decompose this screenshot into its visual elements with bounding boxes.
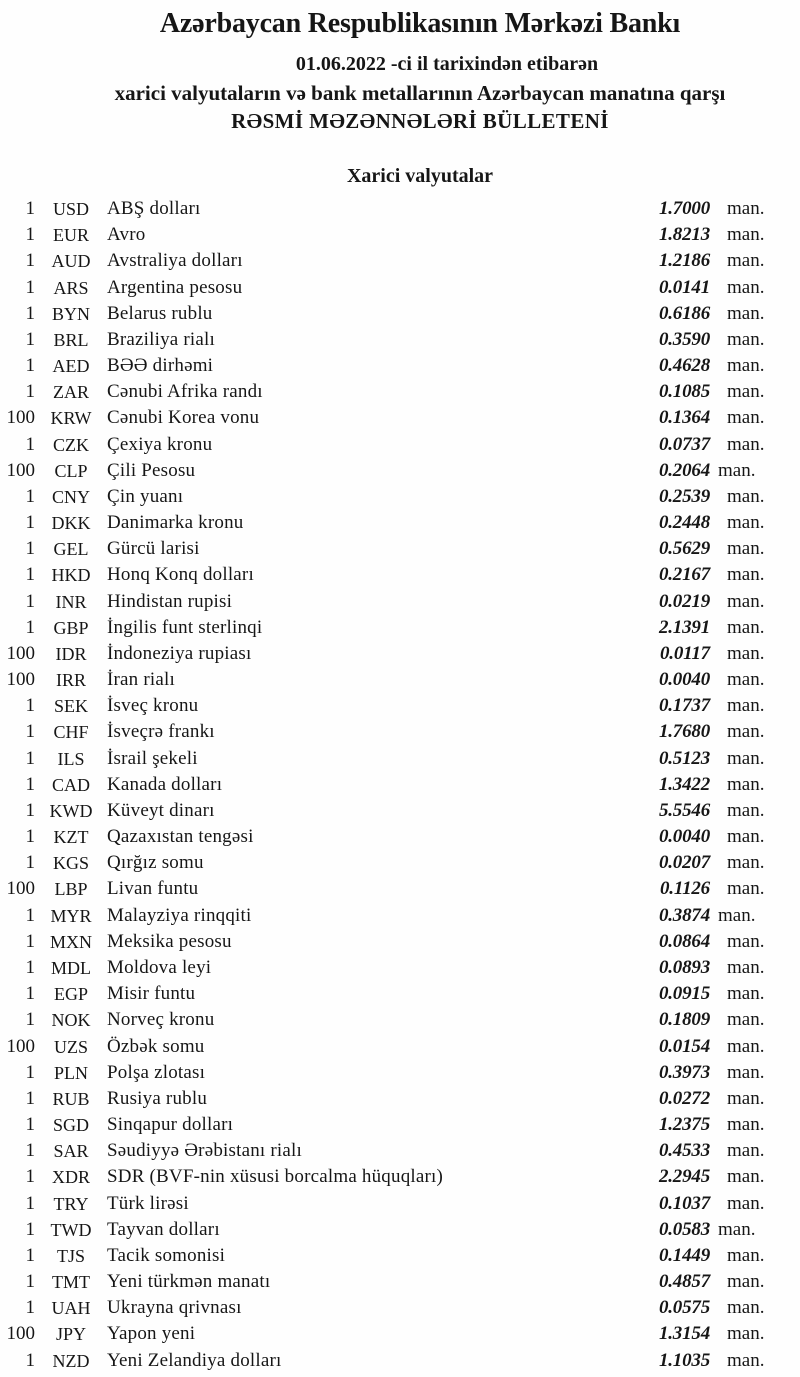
- exchange-rate: 2.1391: [658, 616, 710, 638]
- exchange-rate: 0.1037: [658, 1192, 710, 1214]
- quantity: 1: [25, 485, 35, 507]
- currency-row: [0, 405, 800, 431]
- quantity: 1: [25, 381, 35, 403]
- unit-label: man.: [727, 355, 765, 377]
- unit-label: man.: [727, 1271, 765, 1293]
- currency-name: Kanada dolları: [107, 773, 223, 795]
- exchange-rate: 0.4533: [658, 1140, 710, 1162]
- exchange-rate: 0.0040: [658, 826, 710, 848]
- currency-code: GEL: [53, 539, 89, 560]
- exchange-rate: 0.0575: [658, 1297, 710, 1319]
- currency-name: İndoneziya rupiası: [107, 642, 252, 664]
- quantity: 1: [25, 250, 35, 272]
- quantity: 1: [25, 1192, 35, 1214]
- currency-code: KWD: [49, 800, 93, 821]
- currency-row: [0, 248, 800, 274]
- exchange-rate: 0.0864: [658, 930, 710, 952]
- quantity: 1: [25, 1271, 35, 1293]
- currency-name: BƏƏ dirhəmi: [107, 355, 214, 377]
- unit-label: man.: [727, 224, 765, 246]
- unit-label: man.: [727, 930, 765, 952]
- unit-label: man.: [727, 747, 765, 769]
- quantity: 100: [6, 642, 35, 664]
- currency-name: Qırğız somu: [107, 852, 204, 874]
- currency-name: Türk lirəsi: [107, 1192, 189, 1214]
- currency-row: [0, 589, 800, 615]
- quantity: 1: [25, 852, 35, 874]
- currency-code: KGS: [52, 853, 89, 874]
- unit-label: man.: [727, 1114, 765, 1136]
- section-title-foreign-currencies: Xarici valyutalar: [346, 165, 494, 187]
- exchange-rate: 0.0207: [658, 852, 710, 874]
- currency-row: [0, 275, 800, 301]
- currency-row: [0, 1348, 800, 1374]
- currency-code: CLP: [54, 460, 88, 481]
- currency-name: İngilis funt sterlinqi: [107, 616, 263, 638]
- unit-label: man.: [727, 1140, 765, 1162]
- exchange-rate: 0.0154: [658, 1035, 710, 1057]
- exchange-rate: 5.5546: [658, 799, 710, 821]
- currency-name: Səudiyyə Ərəbistanı rialı: [107, 1140, 302, 1162]
- currency-name: Çexiya kronu: [107, 433, 213, 455]
- quantity: 1: [25, 747, 35, 769]
- effective-date-line: 01.06.2022 -ci il tarixindən etibarən: [295, 53, 599, 75]
- currency-row: [0, 1191, 800, 1217]
- bulletin-title: RƏSMİ MƏZƏNNƏLƏRİ BÜLLETENİ: [231, 109, 609, 133]
- quantity: 1: [25, 799, 35, 821]
- currency-code: SAR: [53, 1141, 89, 1162]
- currency-name: Honq Konq dolları: [107, 564, 254, 586]
- quantity: 1: [25, 826, 35, 848]
- currency-code: PLN: [53, 1062, 88, 1083]
- quantity: 100: [6, 1323, 35, 1345]
- quantity: 1: [25, 1087, 35, 1109]
- currency-code: USD: [52, 199, 89, 219]
- currency-row: [0, 562, 800, 588]
- unit-label: man.: [727, 250, 765, 272]
- currency-row: [0, 981, 800, 1007]
- unit-label: man.: [727, 669, 765, 691]
- exchange-rate: 0.0915: [658, 983, 710, 1005]
- currency-code: ILS: [57, 748, 85, 769]
- unit-label: man.: [727, 1009, 765, 1031]
- exchange-rate: 1.8213: [658, 224, 710, 246]
- unit-label: man.: [727, 1061, 765, 1083]
- quantity: 1: [25, 1218, 35, 1240]
- exchange-rate: 0.2448: [658, 512, 710, 534]
- exchange-rate: 0.2167: [658, 564, 710, 586]
- currency-name: Argentina pesosu: [107, 276, 243, 298]
- currency-row: [0, 536, 800, 562]
- unit-label: man.: [727, 721, 765, 743]
- unit-label: man.: [727, 983, 765, 1005]
- currency-row: [0, 196, 800, 222]
- currency-code: HKD: [51, 565, 91, 586]
- currency-row: [0, 772, 800, 798]
- unit-label: man.: [727, 564, 765, 586]
- currency-name: Sinqapur dolları: [107, 1114, 234, 1136]
- currency-name: Moldova leyi: [107, 956, 212, 978]
- currency-row: [0, 1138, 800, 1164]
- currency-code: CNY: [51, 486, 90, 507]
- currency-row: [0, 798, 800, 824]
- unit-label: man.: [727, 590, 765, 612]
- quantity: 100: [6, 669, 35, 691]
- currency-row: [0, 222, 800, 248]
- currency-code: XDR: [51, 1167, 90, 1188]
- quantity: 1: [25, 1349, 35, 1371]
- unit-label: man.: [727, 302, 765, 324]
- currency-name: Ukrayna qrivnası: [107, 1297, 242, 1319]
- currency-code: SEK: [53, 696, 88, 717]
- quantity: 1: [25, 1297, 35, 1319]
- exchange-rate: 0.1126: [659, 878, 710, 900]
- unit-label: man.: [727, 852, 765, 874]
- unit-label: man.: [727, 1035, 765, 1057]
- exchange-rate: 0.5629: [658, 538, 710, 560]
- unit-label: man.: [727, 799, 765, 821]
- exchange-rate: 1.2375: [658, 1114, 710, 1136]
- unit-label: man.: [718, 1218, 756, 1240]
- currency-code: GBP: [53, 617, 89, 638]
- exchange-rate: 0.0893: [658, 956, 710, 978]
- currency-name: Çili Pesosu: [107, 459, 196, 481]
- currency-table: [0, 196, 800, 1374]
- currency-code: CAD: [51, 774, 90, 795]
- currency-name: Özbək somu: [107, 1035, 205, 1057]
- currency-name: Tayvan dolları: [107, 1218, 220, 1240]
- currency-name: Hindistan rupisi: [107, 590, 233, 612]
- currency-row: [0, 1243, 800, 1269]
- currency-row: [0, 824, 800, 850]
- exchange-rate: 1.7000: [658, 198, 710, 219]
- currency-name: Cənubi Afrika randı: [107, 381, 263, 403]
- currency-row: [0, 1295, 800, 1321]
- currency-code: UZS: [53, 1036, 88, 1057]
- currency-code: AED: [52, 356, 90, 377]
- currency-row: [0, 719, 800, 745]
- currency-code: NZD: [52, 1350, 90, 1371]
- exchange-rate: 0.1737: [658, 695, 710, 717]
- currency-code: JPY: [55, 1324, 86, 1345]
- quantity: 1: [25, 538, 35, 560]
- exchange-rate: 0.4628: [658, 355, 710, 377]
- exchange-rate: 0.0737: [658, 433, 710, 455]
- quantity: 100: [6, 407, 35, 429]
- quantity: 1: [25, 302, 35, 324]
- unit-label: man.: [727, 956, 765, 978]
- currency-row: [0, 615, 800, 641]
- currency-row: [0, 903, 800, 929]
- currency-row: [0, 327, 800, 353]
- quantity: 1: [25, 276, 35, 298]
- unit-label: man.: [727, 512, 765, 534]
- unit-label: man.: [727, 616, 765, 638]
- currency-row: [0, 1321, 800, 1347]
- exchange-rate: 0.3874: [658, 904, 710, 926]
- exchange-rate: 0.6186: [658, 302, 710, 324]
- bank-title: Azərbaycan Respublikasının Mərkəzi Bankı: [159, 8, 681, 39]
- quantity: 1: [25, 433, 35, 455]
- currency-row: [0, 458, 800, 484]
- currency-name: Çin yuanı: [107, 485, 184, 507]
- currency-row: [0, 876, 800, 902]
- quantity: 1: [25, 590, 35, 612]
- exchange-rate: 0.0219: [658, 590, 710, 612]
- currency-row: [0, 746, 800, 772]
- exchange-rate: 0.0141: [658, 276, 710, 298]
- currency-code: TRY: [53, 1193, 89, 1214]
- currency-name: Livan funtu: [107, 878, 199, 900]
- currency-code: MYR: [50, 905, 92, 926]
- unit-label: man.: [727, 538, 765, 560]
- currency-row: [0, 353, 800, 379]
- exchange-rate: 0.0040: [658, 669, 710, 691]
- exchange-rate: 1.7680: [658, 721, 710, 743]
- currency-code: BRL: [53, 329, 89, 350]
- quantity: 1: [25, 930, 35, 952]
- currency-code: EUR: [53, 225, 89, 246]
- currency-code: NOK: [51, 1010, 91, 1031]
- unit-label: man.: [727, 1087, 765, 1109]
- currency-code: ZAR: [53, 382, 89, 403]
- quantity: 1: [25, 956, 35, 978]
- currency-name: Qazaxıstan tengəsi: [107, 826, 254, 848]
- currency-row: [0, 510, 800, 536]
- currency-name: Polşa zlotası: [107, 1061, 206, 1083]
- currency-name: Rusiya rublu: [107, 1087, 208, 1109]
- currency-row: [0, 850, 800, 876]
- exchange-rate: 1.2186: [658, 250, 710, 272]
- currency-row: [0, 484, 800, 510]
- currency-code: MDL: [51, 957, 91, 978]
- currency-code: CZK: [53, 434, 89, 455]
- quantity: 1: [25, 355, 35, 377]
- currency-code: UAH: [51, 1298, 91, 1319]
- quantity: 1: [25, 512, 35, 534]
- quantity: 1: [25, 224, 35, 246]
- currency-row: [0, 432, 800, 458]
- unit-label: man.: [727, 328, 765, 350]
- quantity: 100: [6, 459, 35, 481]
- currency-code: LBP: [54, 879, 88, 900]
- quantity: 1: [25, 773, 35, 795]
- currency-name: Yeni Zelandiya dolları: [107, 1349, 282, 1371]
- currency-code: AUD: [51, 251, 91, 272]
- unit-label: man.: [727, 1192, 765, 1214]
- currency-name: SDR (BVF-nin xüsusi borcalma hüquqları): [107, 1166, 444, 1188]
- currency-code: TMT: [52, 1272, 90, 1293]
- currency-name: Braziliya rialı: [107, 328, 215, 350]
- currency-row: [0, 1007, 800, 1033]
- exchange-rate: 1.3422: [658, 773, 710, 795]
- quantity: 1: [25, 616, 35, 638]
- currency-name: Küveyt dinarı: [107, 799, 215, 821]
- currency-code: IDR: [55, 643, 87, 664]
- currency-name: İran rialı: [107, 669, 175, 691]
- currency-code: ARS: [53, 277, 89, 298]
- currency-row: [0, 1112, 800, 1138]
- currency-name: Meksika pesosu: [107, 930, 232, 952]
- currency-row: [0, 1217, 800, 1243]
- currency-row: [0, 641, 800, 667]
- quantity: 1: [25, 1140, 35, 1162]
- currency-name: Malayziya rinqqiti: [107, 904, 252, 926]
- currency-code: RUB: [52, 1088, 90, 1109]
- exchange-rate: 0.0272: [658, 1087, 710, 1109]
- unit-label: man.: [727, 773, 765, 795]
- exchange-rate: 0.5123: [658, 747, 710, 769]
- exchange-rate: 1.3154: [658, 1323, 710, 1345]
- exchange-rate: 0.1809: [658, 1009, 710, 1031]
- currency-row: [0, 1164, 800, 1190]
- unit-label: man.: [727, 642, 765, 664]
- currency-row: [0, 1086, 800, 1112]
- currency-row: [0, 1060, 800, 1086]
- unit-label: man.: [727, 878, 765, 900]
- currency-name: Gürcü larisi: [107, 538, 200, 560]
- quantity: 100: [6, 1035, 35, 1057]
- currency-name: İsrail şekeli: [107, 747, 198, 769]
- quantity: 1: [25, 695, 35, 717]
- unit-label: man.: [727, 198, 765, 219]
- unit-label: man.: [727, 1323, 765, 1345]
- exchange-rate: 0.0117: [659, 642, 710, 664]
- currency-code: INR: [55, 591, 87, 612]
- exchange-rate: 0.2539: [658, 485, 710, 507]
- quantity: 1: [25, 1114, 35, 1136]
- currency-name: İsveç kronu: [107, 695, 199, 717]
- currency-row: [0, 1034, 800, 1060]
- unit-label: man.: [718, 904, 756, 926]
- unit-label: man.: [727, 1297, 765, 1319]
- quantity: 100: [6, 878, 35, 900]
- currency-name: Cənubi Korea vonu: [107, 407, 260, 429]
- currency-name: İsveçrə frankı: [107, 721, 215, 743]
- currency-code: EGP: [53, 984, 88, 1005]
- currency-row: [0, 301, 800, 327]
- unit-label: man.: [727, 485, 765, 507]
- exchange-rate: 0.2064: [658, 459, 710, 481]
- currency-code: TWD: [50, 1219, 92, 1240]
- currency-code: TJS: [56, 1245, 85, 1266]
- currency-name: Belarus rublu: [107, 302, 213, 324]
- quantity: 1: [25, 1009, 35, 1031]
- currency-code: BYN: [51, 303, 90, 324]
- unit-label: man.: [727, 1349, 765, 1371]
- bulletin-subtitle: xarici valyutaların və bank metallarının Azərbaycan manatına qarşı: [114, 81, 726, 105]
- currency-row: [0, 667, 800, 693]
- unit-label: man.: [727, 695, 765, 717]
- quantity: 1: [25, 1061, 35, 1083]
- exchange-rate: 0.3590: [658, 328, 710, 350]
- currency-name: Danimarka kronu: [107, 512, 244, 534]
- exchange-rate: 0.1085: [658, 381, 710, 403]
- currency-name: Yapon yeni: [107, 1323, 196, 1345]
- exchange-rate: 1.1035: [658, 1349, 710, 1371]
- currency-code: DKK: [51, 513, 91, 534]
- exchange-rate: 0.3973: [658, 1061, 710, 1083]
- unit-label: man.: [727, 1166, 765, 1188]
- unit-label: man.: [718, 459, 756, 481]
- currency-row: [0, 379, 800, 405]
- currency-code: IRR: [55, 670, 86, 691]
- currency-code: KZT: [53, 827, 89, 848]
- exchange-rate: 0.1364: [658, 407, 710, 429]
- quantity: 1: [25, 1244, 35, 1266]
- currency-code: KRW: [50, 408, 92, 429]
- quantity: 1: [25, 564, 35, 586]
- quantity: 1: [25, 983, 35, 1005]
- currency-name: Misir funtu: [107, 983, 196, 1005]
- quantity: 1: [25, 198, 35, 219]
- unit-label: man.: [727, 826, 765, 848]
- currency-name: Tacik somonisi: [107, 1244, 226, 1266]
- currency-row: [0, 955, 800, 981]
- unit-label: man.: [727, 276, 765, 298]
- unit-label: man.: [727, 381, 765, 403]
- exchange-rate: 0.1449: [658, 1244, 710, 1266]
- currency-name: Avro: [107, 224, 146, 246]
- currency-code: MXN: [49, 931, 92, 952]
- unit-label: man.: [727, 407, 765, 429]
- unit-label: man.: [727, 433, 765, 455]
- bulletin-header: [40, 0, 800, 135]
- currency-name: Norveç kronu: [107, 1009, 215, 1031]
- currency-row: [0, 1269, 800, 1295]
- exchange-rate: 0.0583: [658, 1218, 710, 1240]
- currency-name: Yeni türkmən manatı: [107, 1271, 271, 1293]
- exchange-rate: 0.4857: [658, 1271, 710, 1293]
- exchange-rate: 2.2945: [658, 1166, 710, 1188]
- currency-name: Avstraliya dolları: [107, 250, 243, 272]
- quantity: 1: [25, 904, 35, 926]
- quantity: 1: [25, 328, 35, 350]
- unit-label: man.: [727, 1244, 765, 1266]
- currency-code: CHF: [53, 722, 89, 743]
- currency-row: [0, 693, 800, 719]
- currency-row: [0, 929, 800, 955]
- currency-name: ABŞ dolları: [107, 198, 201, 219]
- quantity: 1: [25, 1166, 35, 1188]
- quantity: 1: [25, 721, 35, 743]
- currency-code: SGD: [52, 1115, 89, 1136]
